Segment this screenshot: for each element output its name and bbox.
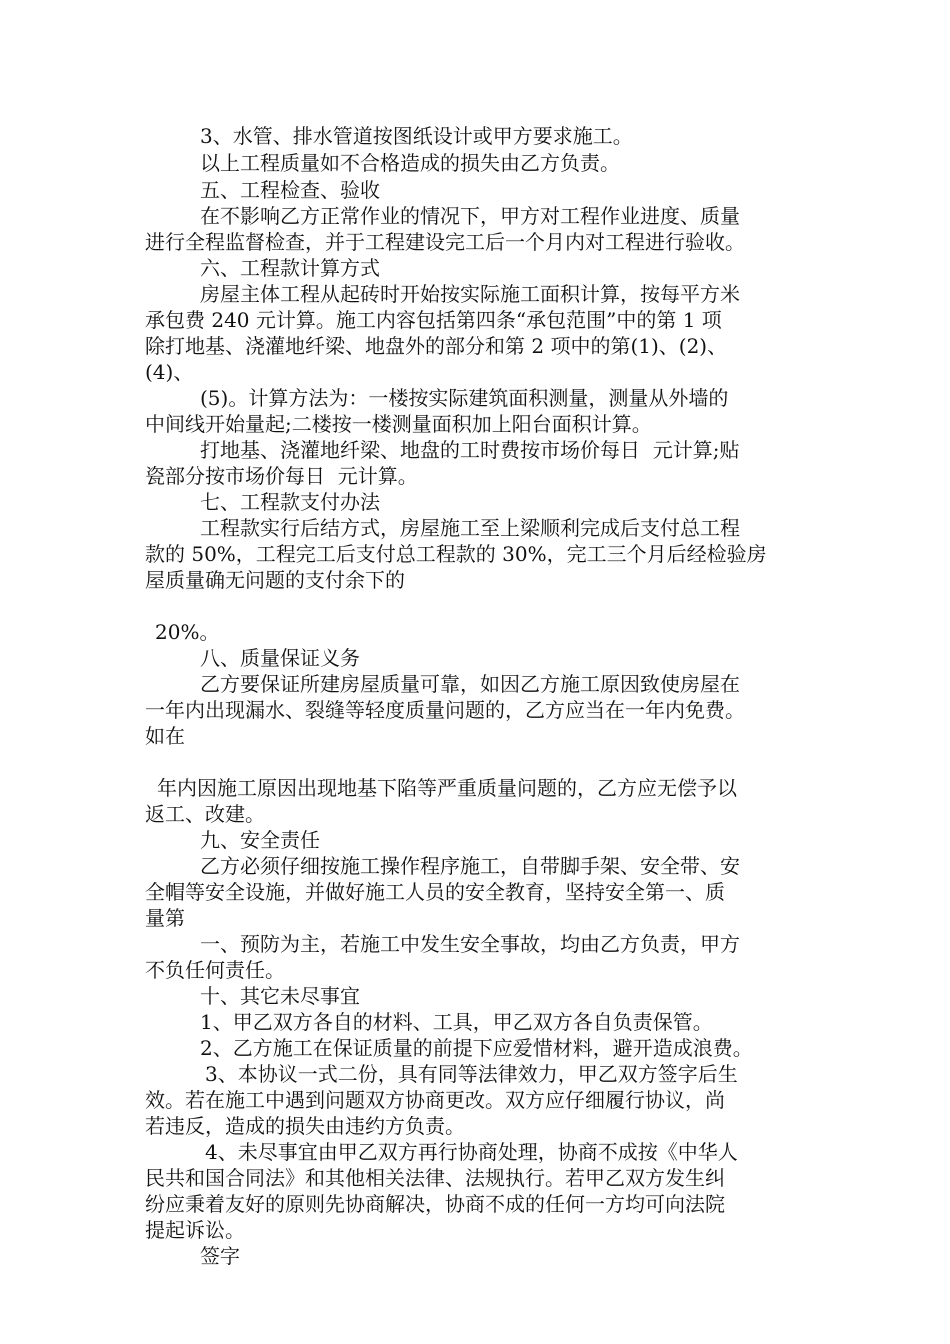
- section-heading: 十、其它未尽事宜: [200, 984, 360, 1008]
- text-line: 打地基、浇灌地纤梁、地盘的工时费按市场价每日 元计算;贴: [200, 438, 740, 462]
- text-line: 除打地基、浇灌地纤梁、地盘外的部分和第 2 项中的第(1)、(2)、: [145, 334, 728, 358]
- text-line: 承包费 240 元计算。施工内容包括第四条“承包范围”中的第 1 项: [145, 308, 722, 332]
- text-line: 纷应秉着友好的原则先协商解决，协商不成的任何一方均可向法院: [145, 1192, 725, 1216]
- text-line: 在不影响乙方正常作业的情况下，甲方对工程作业进度、质量: [200, 204, 740, 228]
- section-heading: 六、工程款计算方式: [200, 256, 380, 280]
- text-line: 若违反，造成的损失由违约方负责。: [145, 1114, 465, 1138]
- text-line: 不负任何责任。: [145, 958, 285, 982]
- text-line: 4、未尽事宜由甲乙双方再行协商处理，协商不成按《中华人: [205, 1140, 738, 1164]
- text-line: 一年内出现漏水、裂缝等轻度质量问题的，乙方应当在一年内免费。: [145, 698, 745, 722]
- text-line: (4)、: [145, 360, 194, 384]
- text-line: 民共和国合同法》和其他相关法律、法规执行。若甲乙双方发生纠: [145, 1166, 725, 1190]
- text-line: 全帽等安全设施，并做好施工人员的安全教育，坚持安全第一、质: [145, 880, 725, 904]
- text-line: 一、预防为主，若施工中发生安全事故，均由乙方负责，甲方: [200, 932, 740, 956]
- text-line: 乙方必须仔细按施工操作程序施工，自带脚手架、安全带、安: [200, 854, 740, 878]
- text-line: (5)。计算方法为：一楼按实际建筑面积测量，测量从外墙的: [200, 386, 729, 410]
- text-line: 乙方要保证所建房屋质量可靠，如因乙方施工原因致使房屋在: [200, 672, 740, 696]
- section-heading: 八、质量保证义务: [200, 646, 360, 670]
- text-line: 房屋主体工程从起砖时开始按实际施工面积计算，按每平方米: [200, 282, 740, 306]
- text-line: 20%。: [155, 620, 220, 644]
- text-line: 中间线开始量起;二楼按一楼测量面积加上阳台面积计算。: [145, 412, 652, 436]
- signature-label: 签字: [200, 1244, 240, 1268]
- text-line: 如在: [145, 724, 185, 748]
- text-line: 3、水管、排水管道按图纸设计或甲方要求施工。: [200, 124, 633, 148]
- text-line: 瓷部分按市场价每日 元计算。: [145, 464, 418, 488]
- text-line: 1、甲乙双方各自的材料、工具，甲乙双方各自负责保管。: [200, 1010, 713, 1034]
- section-heading: 五、工程检查、验收: [200, 178, 380, 202]
- text-line: 2、乙方施工在保证质量的前提下应爱惜材料，避开造成浪费。: [200, 1036, 753, 1060]
- text-line: 进行全程监督检查，并于工程建设完工后一个月内对工程进行验收。: [145, 230, 745, 254]
- text-line: 款的 50%，工程完工后支付总工程款的 30%，完工三个月后经检验房: [145, 542, 767, 566]
- section-heading: 七、工程款支付办法: [200, 490, 380, 514]
- text-line: 效。若在施工中遇到问题双方协商更改。双方应仔细履行协议，尚: [145, 1088, 725, 1112]
- text-line: 提起诉讼。: [145, 1218, 245, 1242]
- text-line: 量第: [145, 906, 185, 930]
- text-line: 工程款实行后结方式，房屋施工至上梁顺利完成后支付总工程: [200, 516, 740, 540]
- section-heading: 九、安全责任: [200, 828, 320, 852]
- text-line: 3、本协议一式二份，具有同等法律效力，甲乙双方签字后生: [205, 1062, 738, 1086]
- text-line: 返工、改建。: [145, 802, 265, 826]
- text-line: 年内因施工原因出现地基下陷等严重质量问题的，乙方应无偿予以: [157, 776, 737, 800]
- text-line: 屋质量确无问题的支付余下的: [145, 568, 405, 592]
- text-line: 以上工程质量如不合格造成的损失由乙方负责。: [200, 151, 620, 175]
